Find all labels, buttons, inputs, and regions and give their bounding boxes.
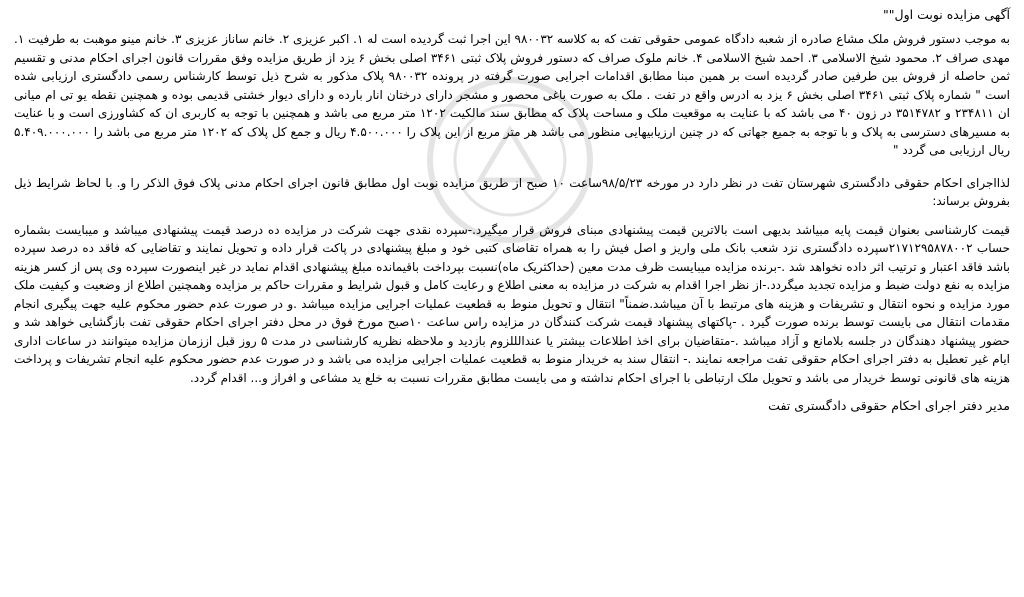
paragraph-spacer [14,387,1010,397]
paragraph-spacer [14,160,1010,174]
paragraph-spacer [14,211,1010,221]
notice-paragraph-auction-date: لذااجرای احکام حقوقی دادگستری شهرستان تفت در نظر دارد در مورخه ۹۸/۵/۲۳ساعت ۱۰ صبح از طریق مزایده نوبت اول مطابق قانون اجرای احکام مدنی پلاک فوق الذکر را و. با لحاظ شرایط ذیل بفروش برساند: [14,175,1010,208]
notice-paragraph-conditions: قیمت کارشناسی بعنوان قیمت پایه مبیاشد بدیهی است بالاترین قیمت پیشنهادی مبنای فروش قرار میگیرد.-سپرده نقدی جهت شرکت در مزایده ده درصد قیمت پیشنهادی میباشد و میبایست بشماره حساب ۲۱۷۱۲۹۵۸۷۸۰۰۲سپرده دادگستری نزد شعب بانک ملی واریز و اصل فیش را به همراه تقاضای کتبی خود و مبلغ پیشنهادی در پاکت قرار داده و تحویل نمایند و تقاضایی که فاقد ده درصد سپرده باشد فاقد اعتبار و ترتیب اثر داده نخواهد شد .-برنده مزایده میبایست ظرف مدت معین (حداکثریک ماه)نسبت بپرداخت باقیمانده مبلغ پیشنهادی اقدام نماید در غیر اینصورت سپرده وی پس از کسر هزینه مزایده به نفع دولت ضبط و مزایده تجدید میگردد.-از نظر اجرا اقدام به شرکت در مزایده به معنی اطلاع و رعایت کامل و قبول شرایط و مقررات حاکم بر مزایده وهمچنین اطلاع از وضعیت و کیفیت ملک مورد مزایده و نحوه انتقال و تشریفات و هزینه های مرتبط با آن میباشد.ضمناً" انتقال و تحویل منوط به قطعیت عملیات اجرایی مزایده میباشد .و در صورت عدم حضور محکوم علیه جهت پیگیری انجام مقدمات انتقال می بایست توسط برنده صورت گیرد . -پاکتهای پیشنهاد قیمت شرکت کنندگان در مزایده راس ساعت ۱۰صبح مورخ فوق در محل دفتر اجرای احکام حقوقی تفت بازگشایی خواهد شد و حضور پیشنهاد دهندگان در جلسه بلامانع و آزاد میباشد .-متقاضیان برای اخذ اطلاعات بیشتر یا عندالللزوم بازدید و ملاحظه نظریه کارشناسی در مدت ۵ روز قبل اززمان مزایده میتوانند در ساعات اداری ایام غیر تعطیل به دفتر اجرای احکام حقوقی تفت مراجعه نمایند .- انتقال سند به خریدار منوط به قطعیت عملیات اجرایی مزایده می باشد و در صورت عدم حضور محکوم علیه انجام تشریفات و پرداخت هزینه های قانونی توسط خریدار می باشد و تحویل ملک ارتباطی با اجرای احکام نداشته و می بایست مطابق مقررات نسبت به خلع ید مشاعی و افراز و... اقدام گردد. [14,222,1011,385]
notice-signature: مدیر دفتر اجرای احکام حقوقی دادگستری تفت [768,398,1010,413]
notice-title: آگهی مزایده نوبت اول"" [883,7,1010,22]
notice-paragraph-order: به موجب دستور فروش ملک مشاع صادره از شعبه دادگاه عمومی حقوقی تفت که به کلاسه ۹۸۰۰۳۲ این اجرا ثبت گردیده است له ۱. اکبر عزیزی ۲. خانم ساناز عزیزی ۳. خانم مینو موهبت به طرفیت ۱. مهدی صراف ۲. محمود شیخ الاسلامی ۳. احمد شیخ الاسلامی ۴. خانم ملوک صراف که دستور فروش پلاک ثبتی ۳۴۶۱ اصلی بخش ۶ یزد از طریق مزایده وفق مقررات قانون اجرای احکام مدنی و تقسیم ثمن حاصله از فروش بین طرفین صادر گردیده است بر همین مبنا مطابق اقدامات اجرایی صورت گرفته در پرونده ۹۸۰۰۳۲ پلاک مذکور به شرح ذیل توسط کارشناس رسمی دادگستری ارزیابی شده است " شماره پلاک ثبتی ۳۴۶۱ اصلی بخش ۶ یزد به ادرس واقع در تفت . ملک به صورت باغی محصور و مشجر دارای درختان انار بارده و دارای دیوار خشتی قدیمی بوده و همچنین نقطه یو تی ام میانی ان ۲۳۴۸۱۱ و ۳۵۱۴۷۸۲ در زون ۴۰ می باشد که با عنایت به موقعیت ملک و مساحت پلاک که مطابق سند مالکیت ۱۲۰۲ متر مربع می باشد و همچنین با توجه به کاربری ان که کشاورزی است و با عنایت به مسیرهای دسترسی به پلاک و با توجه به جمیع جهاتی که در چنین ارزیابیهایی منظور می باشد هر متر مربع از این پلاک را ۴.۵۰۰.۰۰۰ ریال و جمع کل پلاک که ۱۲۰۲ متر مربع می باشد را ۵.۴۰۹.۰۰۰.۰۰۰ ریال ارزیابی می گردد " [14,32,1011,157]
